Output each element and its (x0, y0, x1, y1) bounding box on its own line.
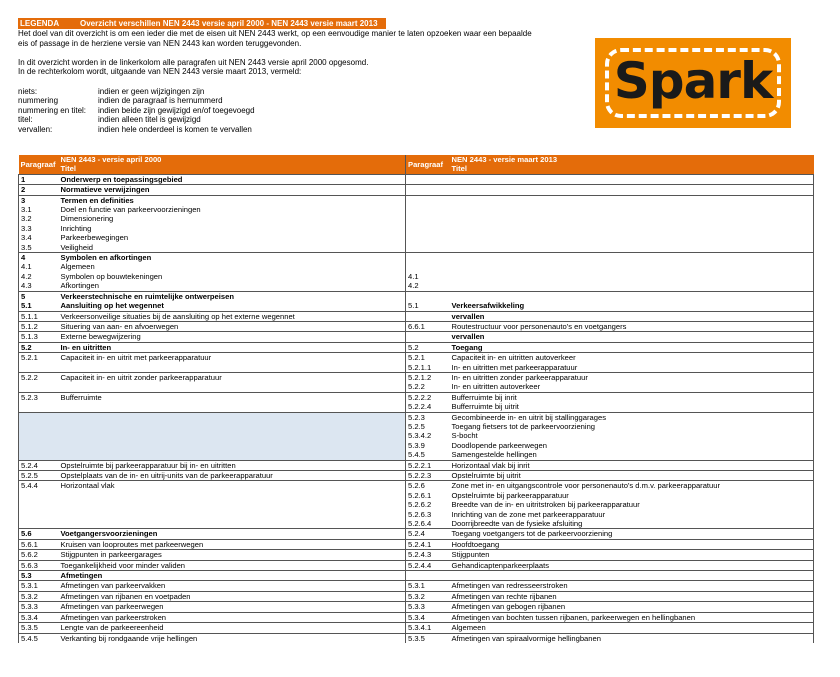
table-row (19, 581, 814, 591)
right-paragraph-number: 5.2.2.2 (406, 392, 450, 402)
right-paragraph-number: 5.3.2 (406, 591, 450, 601)
right-paragraph-title: Afmetingen van spiraalvormige hellingbanen (450, 633, 814, 643)
right-paragraph-number: 5.2.1.1 (406, 363, 450, 373)
right-paragraph-title: Doodlopende parkeerwegen (450, 441, 814, 450)
table-row (19, 491, 814, 500)
left-paragraph-title (59, 519, 406, 529)
left-paragraph-number (19, 363, 59, 373)
right-paragraph-title (450, 262, 814, 271)
table-row (19, 510, 814, 519)
table-row (19, 174, 814, 184)
right-paragraph-number: 5.2 (406, 342, 450, 352)
right-paragraph-title (450, 253, 814, 263)
right-paragraph-number (406, 311, 450, 321)
left-paragraph-number: 5.6.1 (19, 539, 59, 549)
right-version-header: NEN 2443 - versie maart 2013 (450, 155, 814, 164)
table-row (19, 363, 814, 373)
right-paragraph-title: Opstelruimte bij uitrit (450, 471, 814, 481)
empty-left-cell (19, 422, 406, 431)
table-row (19, 281, 814, 291)
right-paragraph-number: 5.2.6.1 (406, 491, 450, 500)
right-paragraph-title (450, 214, 814, 223)
right-paragraph-number: 4.2 (406, 281, 450, 291)
left-paragraph-number: 5.3.1 (19, 581, 59, 591)
right-paragraph-number: 5.2.1.2 (406, 372, 450, 382)
legend-title: Overzicht verschillen NEN 2443 versie april 2000 - NEN 2443 versie maart 2013 (80, 19, 378, 28)
left-paragraph-title: Externe bewegwijzering (59, 332, 406, 342)
right-paragraph-number: 5.3.4.2 (406, 431, 450, 440)
right-paragraph-number: 5.3.4.1 (406, 623, 450, 633)
left-paragraph-number: 3.1 (19, 205, 59, 214)
left-paragraph-number: 5.1.2 (19, 321, 59, 331)
left-paragraph-number: 5.6.3 (19, 560, 59, 570)
right-paragraph-number (406, 214, 450, 223)
right-paragraph-title: Toegang voetgangers tot de parkeervoorziening (450, 529, 814, 539)
right-paragraph-number (406, 291, 450, 301)
left-paragraph-number: 5.2.5 (19, 471, 59, 481)
left-paragraph-number (19, 402, 59, 412)
right-paragraph-number (406, 195, 450, 205)
logo-text: Spark (613, 52, 773, 110)
left-paragraph-title: Termen en definities (59, 195, 406, 205)
left-paragraph-number (19, 491, 59, 500)
table-row (19, 412, 814, 422)
right-paragraph-title: Hoofdtoegang (450, 539, 814, 549)
left-paragraaf-header: Paragraaf (19, 155, 59, 174)
left-paragraph-number: 5.3.3 (19, 602, 59, 612)
right-paragraph-title: Zone met in- en uitgangscontrole voor personenauto's d.m.v. parkeerapparatuur (450, 481, 814, 491)
left-paragraph-title: Situering van aan- en afvoerwegen (59, 321, 406, 331)
right-paragraph-title: Afmetingen van rechte rijbanen (450, 591, 814, 601)
right-titel-header: Titel (450, 164, 814, 174)
right-paragraph-number (406, 185, 450, 195)
table-row (19, 519, 814, 529)
table-row (19, 623, 814, 633)
left-paragraph-number: 5.2.4 (19, 460, 59, 470)
right-paragraph-number: 5.2.4 (406, 529, 450, 539)
left-paragraph-title: Lengte van de parkeereenheid (59, 623, 406, 633)
legend-line: In de rechterkolom wordt, uitgaande van NEN 2443 versie maart 2013, vermeld: (18, 67, 302, 77)
left-paragraph-title: Symbolen en afkortingen (59, 253, 406, 263)
left-paragraph-title: Afkortingen (60, 281, 99, 291)
comparison-table (18, 155, 814, 643)
right-paragraph-number: 5.2.4.4 (406, 560, 450, 570)
empty-left-cell (19, 441, 406, 450)
table-row (19, 353, 814, 363)
right-paragraph-title (450, 272, 814, 281)
left-paragraph-title: Parkeerbewegingen (60, 233, 129, 243)
left-paragraph-number: 4.1 (19, 262, 59, 271)
right-paragraph-title: vervallen (450, 311, 814, 321)
left-paragraph-title: Stijgpunten in parkeergarages (59, 550, 406, 560)
right-paragraph-title: Doorrijbreedte van de fysieke afsluiting (450, 519, 814, 529)
right-paragraph-number (406, 224, 450, 233)
right-paragraph-title: In- en uitritten autoverkeer (450, 382, 814, 392)
table-row (19, 311, 814, 321)
right-paragraph-title (450, 185, 814, 195)
table-row (19, 460, 814, 470)
table-row (19, 450, 814, 460)
right-paragraph-number: 5.3.5 (406, 633, 450, 643)
left-paragraph-title (59, 382, 406, 392)
table-row (19, 422, 814, 431)
right-paragraph-title (450, 233, 814, 242)
right-paragraph-number: 5.2.2.1 (406, 460, 450, 470)
left-paragraph-title: Symbolen op bouwtekeningen (60, 271, 163, 281)
left-paragraph-number: 5.1.1 (19, 311, 59, 321)
left-paragraph-number (19, 382, 59, 392)
table-row (19, 431, 814, 440)
right-paragraph-title: Breedte van de in- en uitritstroken bij parkeerapparatuur (450, 500, 814, 509)
left-paragraph-number: 5.2 (19, 342, 59, 352)
right-paragraph-title: Afmetingen van gebogen rijbanen (450, 602, 814, 612)
left-paragraph-title: Opstelplaats van de in- en uitrij-units van de parkeerapparatuur (59, 471, 406, 481)
left-paragraph-title: Capaciteit in- en uitrit met parkeerapparatuur (59, 353, 406, 363)
right-paragraph-title: Algemeen (450, 623, 814, 633)
left-paragraph-number: 4.3 (19, 281, 59, 291)
left-paragraph-title (59, 491, 406, 500)
right-paragraph-number: 5.3.1 (406, 581, 450, 591)
table-row (19, 539, 814, 549)
right-paragraph-number: 5.3.3 (406, 602, 450, 612)
right-paragraph-number: 5.2.4.1 (406, 539, 450, 549)
legend-title-bar (18, 18, 386, 29)
table-row (19, 392, 814, 402)
right-paragraph-title: In- en uitritten zonder parkeerapparatuur (450, 372, 814, 382)
left-paragraph-number: 4.2 (19, 272, 59, 281)
table-row (19, 481, 814, 491)
right-paragraph-number: 6.6.1 (406, 321, 450, 331)
left-paragraph-number: 3 (19, 195, 59, 205)
right-paragraph-number: 5.2.2 (406, 382, 450, 392)
right-paragraph-number: 5.2.2.3 (406, 471, 450, 481)
table-row (19, 272, 814, 281)
right-paragraph-title: Gehandicaptenparkeerplaats (450, 560, 814, 570)
table-row (19, 602, 814, 612)
left-paragraph-number: 5.3.5 (19, 623, 59, 633)
table-row (19, 612, 814, 622)
left-paragraph-title: Algemeen (60, 262, 95, 272)
right-paragraph-title: Bufferruimte bij inrit (450, 392, 814, 402)
legend-definition: titel: indien alleen titel is gewijzigd (18, 115, 201, 125)
left-titel-header: Titel (59, 164, 406, 174)
left-paragraph-number: 5.1.3 (19, 332, 59, 342)
right-paragraph-title: Horizontaal vlak bij inrit (450, 460, 814, 470)
left-paragraph-title: Bufferruimte (59, 392, 406, 402)
left-paragraph-number: 5.2.1 (19, 353, 59, 363)
table-row (19, 291, 814, 301)
left-paragraph-number: 3.2 (19, 214, 59, 223)
table-body (19, 174, 814, 643)
table-row (19, 205, 814, 214)
empty-left-cell (19, 450, 406, 460)
right-paragraph-number (406, 262, 450, 271)
right-paragraph-title: In- en uitritten met parkeerapparatuur (450, 363, 814, 373)
legend-text (18, 29, 578, 135)
left-paragraph-number: 5.6 (19, 529, 59, 539)
left-paragraph-title: Inrichting (60, 223, 92, 233)
left-paragraph-title: Capaciteit in- en uitrit zonder parkeerapparatuur (59, 372, 406, 382)
right-paragraph-number: 5.2.2.4 (406, 402, 450, 412)
left-paragraph-title: Onderwerp en toepassingsgebied (59, 174, 406, 184)
left-paragraph-number: 3.3 (19, 224, 59, 233)
table-row (19, 441, 814, 450)
table-row (19, 224, 814, 233)
left-paragraph-number (19, 500, 59, 509)
right-paragraph-title: S-bocht (450, 431, 814, 440)
table-header-row (19, 155, 814, 164)
left-paragraph-number (19, 519, 59, 529)
left-paragraph-number: 5.3 (19, 571, 59, 581)
right-paragraph-number (406, 233, 450, 242)
left-paragraph-number: 3.4 (19, 233, 59, 242)
table-row (19, 243, 814, 253)
right-paragraph-title (450, 243, 814, 253)
left-paragraph-title: Kruisen van looproutes met parkeerwegen (59, 539, 406, 549)
left-paragraph-title (59, 402, 406, 412)
right-paragraph-number: 5.2.3 (406, 412, 450, 422)
legend-definition: nummering indien de paragraaf is hernummerd (18, 96, 223, 106)
right-paragraph-title: Gecombineerde in- en uitrit bij stallinggarages (450, 412, 814, 422)
right-paragraph-number (406, 253, 450, 263)
right-paragraaf-header: Paragraaf (406, 155, 450, 174)
left-paragraph-title: Toegankelijkheid voor minder validen (59, 560, 406, 570)
right-paragraph-title (450, 174, 814, 184)
left-paragraph-number: 5.4.5 (19, 633, 59, 643)
left-paragraph-title (59, 500, 406, 509)
right-paragraph-title: Stijgpunten (450, 550, 814, 560)
right-paragraph-number: 5.1 (406, 301, 450, 311)
right-paragraph-number: 5.2.6.4 (406, 519, 450, 529)
table-row (19, 301, 814, 311)
right-paragraph-title: Afmetingen van bochten tussen rijbanen, parkeerwegen en hellingbanen (450, 612, 814, 622)
right-paragraph-title (450, 281, 814, 291)
right-paragraph-title: Verkeersafwikkeling (450, 301, 814, 311)
table-row (19, 372, 814, 382)
legend-definition: nummering en titel: indien beide zijn gewijzigd en/of toegevoegd (18, 105, 255, 115)
left-paragraph-number: 5.2.2 (19, 372, 59, 382)
right-paragraph-title: Afmetingen van redresseerstroken (450, 581, 814, 591)
left-paragraph-title: Verkeersonveilige situaties bij de aansluiting op het externe wegennet (59, 311, 406, 321)
left-paragraph-number: 5.3.4 (19, 612, 59, 622)
right-paragraph-number (406, 571, 450, 581)
right-paragraph-number (406, 174, 450, 184)
left-paragraph-title (59, 363, 406, 373)
left-paragraph-title: Aansluiting op het wegennet (60, 301, 164, 311)
right-paragraph-number: 5.2.6.2 (406, 500, 450, 509)
left-paragraph-number: 2 (19, 185, 59, 195)
left-paragraph-number: 1 (19, 174, 59, 184)
left-paragraph-number: 3.5 (19, 243, 59, 253)
table-row (19, 262, 814, 271)
left-paragraph-number (19, 510, 59, 519)
left-paragraph-title: Afmetingen (59, 571, 406, 581)
legend-definition: vervallen: indien hele onderdeel is komen te vervallen (18, 124, 252, 134)
legend-line: Het doel van dit overzicht is om een ieder die met de eisen uit NEN 2443 werkt, op een eenvoudige manier te laten opzoeken waar een bepaalde (18, 29, 532, 38)
right-paragraph-number: 4.1 (406, 272, 450, 281)
left-paragraph-title: Afmetingen van parkeerwegen (59, 602, 406, 612)
left-paragraph-title: Afmetingen van parkeerstroken (59, 612, 406, 622)
table-row (19, 253, 814, 263)
right-paragraph-title (450, 224, 814, 233)
right-paragraph-number (406, 332, 450, 342)
right-paragraph-title: Toegang fietsers tot de parkeervoorziening (450, 422, 814, 431)
left-paragraph-title: Verkeerstechnische en ruimtelijke ontwerpeisen (59, 291, 406, 301)
table-row (19, 332, 814, 342)
right-paragraph-title: Toegang (450, 342, 814, 352)
table-row (19, 633, 814, 643)
left-paragraph-number: 5.2.3 (19, 392, 59, 402)
right-paragraph-title: Bufferruimte bij uitrit (450, 402, 814, 412)
right-paragraph-number: 5.4.5 (406, 450, 450, 460)
table-row (19, 591, 814, 601)
right-paragraph-number: 5.2.4.3 (406, 550, 450, 560)
right-paragraph-number: 5.2.6 (406, 481, 450, 491)
left-paragraph-title: Voetgangersvoorzieningen (59, 529, 406, 539)
legend-line: eis of passage in de herziene versie van NEN 2443 kan worden teruggevonden. (18, 38, 302, 48)
left-version-header: NEN 2443 - versie april 2000 (59, 155, 406, 164)
left-paragraph-title: Veiligheid (60, 242, 94, 252)
left-paragraph-title: Verkanting bij rondgaande vrije hellingen (59, 633, 406, 643)
table-row (19, 402, 814, 412)
left-paragraph-number: 5.1 (19, 301, 59, 311)
table-row (19, 529, 814, 539)
table-row (19, 471, 814, 481)
table-row (19, 185, 814, 195)
left-paragraph-title: Opstelruimte bij parkeerapparatuur bij in- en uitritten (59, 460, 406, 470)
table-row (19, 571, 814, 581)
empty-left-cell (19, 412, 406, 422)
left-paragraph-number: 5 (19, 291, 59, 301)
table-row (19, 550, 814, 560)
right-paragraph-number (406, 205, 450, 214)
left-paragraph-title (59, 510, 406, 519)
legend-definition: niets: indien er geen wijzigingen zijn (18, 86, 205, 96)
left-paragraph-number: 4 (19, 253, 59, 263)
table-row (19, 321, 814, 331)
right-paragraph-title: Opstelruimte bij parkeerapparatuur (450, 491, 814, 500)
right-paragraph-number (406, 243, 450, 253)
left-paragraph-title: Normatieve verwijzingen (59, 185, 406, 195)
left-paragraph-title: Dimensionering (60, 214, 114, 224)
right-paragraph-title (450, 195, 814, 205)
empty-left-cell (19, 431, 406, 440)
table-row (19, 342, 814, 352)
left-paragraph-title: Doel en functie van parkeervoorzieningen (60, 205, 201, 215)
right-paragraph-number: 5.3.4 (406, 612, 450, 622)
right-paragraph-number: 5.2.5 (406, 422, 450, 431)
table-row (19, 195, 814, 205)
legend-label: LEGENDA (20, 19, 60, 28)
spark-logo (595, 38, 791, 128)
table-row (19, 560, 814, 570)
right-paragraph-title (450, 571, 814, 581)
left-paragraph-title: In- en uitritten (59, 342, 406, 352)
right-paragraph-title: Inrichting van de zone met parkeerapparatuur (450, 510, 814, 519)
left-paragraph-title: Horizontaal vlak (59, 481, 406, 491)
right-paragraph-number: 5.3.9 (406, 441, 450, 450)
right-paragraph-title: vervallen (450, 332, 814, 342)
table-row (19, 214, 814, 223)
left-paragraph-number: 5.6.2 (19, 550, 59, 560)
right-paragraph-title (450, 205, 814, 214)
right-paragraph-number: 5.2.6.3 (406, 510, 450, 519)
right-paragraph-title: Samengestelde hellingen (450, 450, 814, 460)
left-paragraph-title: Afmetingen van rijbanen en voetpaden (59, 591, 406, 601)
legend-line: In dit overzicht worden in de linkerkolom alle paragrafen uit NEN 2443 versie april 2000 opgesomd. (18, 57, 369, 67)
right-paragraph-title: Capaciteit in- en uitritten autoverkeer (450, 353, 814, 363)
left-paragraph-number: 5.4.4 (19, 481, 59, 491)
right-paragraph-number: 5.2.1 (406, 353, 450, 363)
right-paragraph-title: Routestructuur voor personenauto's en voetgangers (450, 321, 814, 331)
left-paragraph-number: 5.3.2 (19, 591, 59, 601)
table-row (19, 233, 814, 242)
left-paragraph-title: Afmetingen van parkeervakken (59, 581, 406, 591)
table-row (19, 500, 814, 509)
right-paragraph-title (450, 291, 814, 301)
table-row (19, 382, 814, 392)
